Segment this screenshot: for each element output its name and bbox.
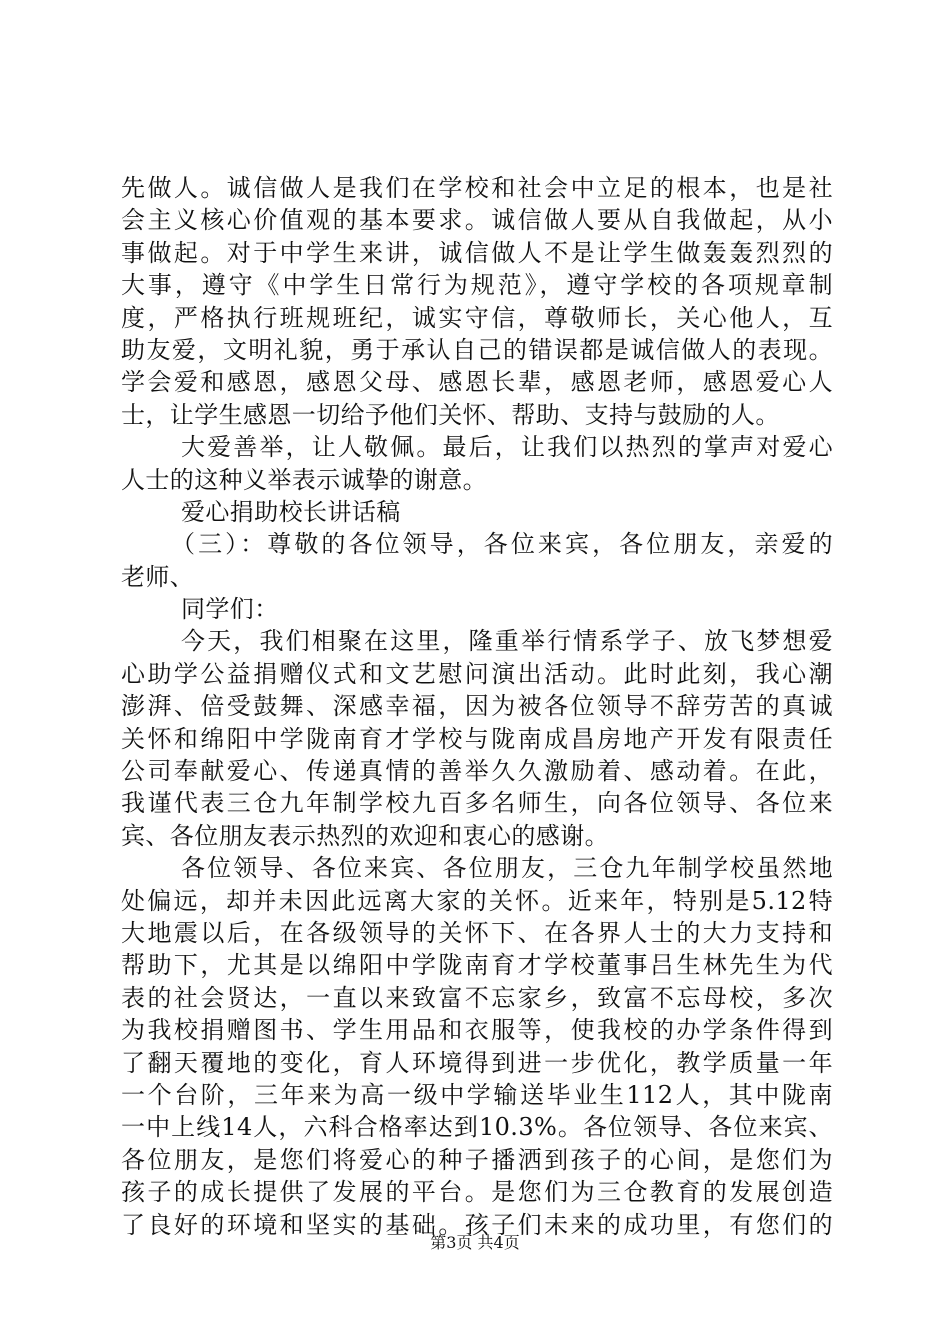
page-footer: 第3页 共4页 [430,1233,520,1252]
text-line: 爱心捐助校长讲话稿 [181,497,401,526]
text-line: 宾、各位朋友表示热烈的欢迎和衷心的感谢。 [121,821,609,850]
text-line: 大事，遵守《中学生日常行为规范》，遵守学校的各项规章制 [121,271,833,300]
text-line: 度，严格执行班规班纪，诚实守信，尊敬师长，关心他人，互 [121,303,833,332]
text-line: 助友爱，文明礼貌，勇于承认自己的错误都是诚信做人的表现。 [121,335,833,364]
text-line: 人士的这种义举表示诚挚的谢意。 [121,465,487,494]
text-line: （三）：尊敬的各位领导，各位来宾，各位朋友，亲爱的 [171,530,833,559]
text-line: 心助学公益捐赠仪式和文艺慰问演出活动。此时此刻，我心潮 [121,659,833,688]
text-line: 同学们： [181,595,279,624]
text-line: 关怀和绵阳中学陇南育才学校与陇南成昌房地产开发有限责任 [121,724,833,753]
text-line: 一个台阶，三年来为高一级中学输送毕业生112人，其中陇南 [121,1080,833,1109]
text-line: 先做人。诚信做人是我们在学校和社会中立足的根本，也是社 [121,174,833,202]
text-line: 表的社会贤达，一直以来致富不忘家乡，致富不忘母校，多次 [121,983,833,1012]
text-line: 公司奉献爱心、传递真情的善举久久激励着、感动着。在此， [121,757,833,786]
text-line: 为我校捐赠图书、学生用品和衣服等，使我校的办学条件得到 [121,1016,833,1045]
text-line: 大爱善举，让人敬佩。最后，让我们以热烈的掌声对爱心 [181,433,833,462]
text-line: 一中上线14人，六科合格率达到10.3%。各位领导、各位来宾、 [121,1113,833,1142]
text-line: 澎湃、倍受鼓舞、深感幸福，因为被各位领导不辞劳苦的真诚 [121,692,833,721]
document-body [121,172,833,1241]
text-line: 处偏远，却并未因此远离大家的关怀。近来年，特别是5.12特 [121,886,833,915]
text-line: 孩子的成长提供了发展的平台。是您们为三仓教育的发展创造 [121,1178,833,1207]
text-line: 事做起。对于中学生来讲，诚信做人不是让学生做轰轰烈烈的 [121,238,833,267]
text-line: 了翻天覆地的变化，育人环境得到进一步优化，教学质量一年 [121,1048,833,1077]
text-line: 各位朋友，是您们将爱心的种子播洒到孩子的心间，是您们为 [121,1145,833,1174]
text-line: 各位领导、各位来宾、各位朋友，三仓九年制学校虽然地 [181,854,833,883]
text-line: 会主义核心价值观的基本要求。诚信做人要从自我做起，从小 [121,206,833,235]
text-line: 今天，我们相聚在这里，隆重举行情系学子、放飞梦想爱 [181,627,833,656]
text-line: 大地震以后，在各级领导的关怀下、在各界人士的大力支持和 [121,918,833,947]
text-line: 学会爱和感恩，感恩父母、感恩长辈，感恩老师，感恩爱心人 [121,368,833,397]
text-line: 我谨代表三仓九年制学校九百多名师生，向各位领导、各位来 [121,789,833,818]
text-line: 老师、 [121,562,195,591]
text-line: 帮助下，尤其是以绵阳中学陇南育才学校董事吕生林先生为代 [121,951,833,980]
text-line: 了良好的环境和坚实的基础。孩子们未来的成功里，有您们的 [121,1210,833,1239]
text-line: 士，让学生感恩一切给予他们关怀、帮助、支持与鼓励的人。 [121,400,780,429]
